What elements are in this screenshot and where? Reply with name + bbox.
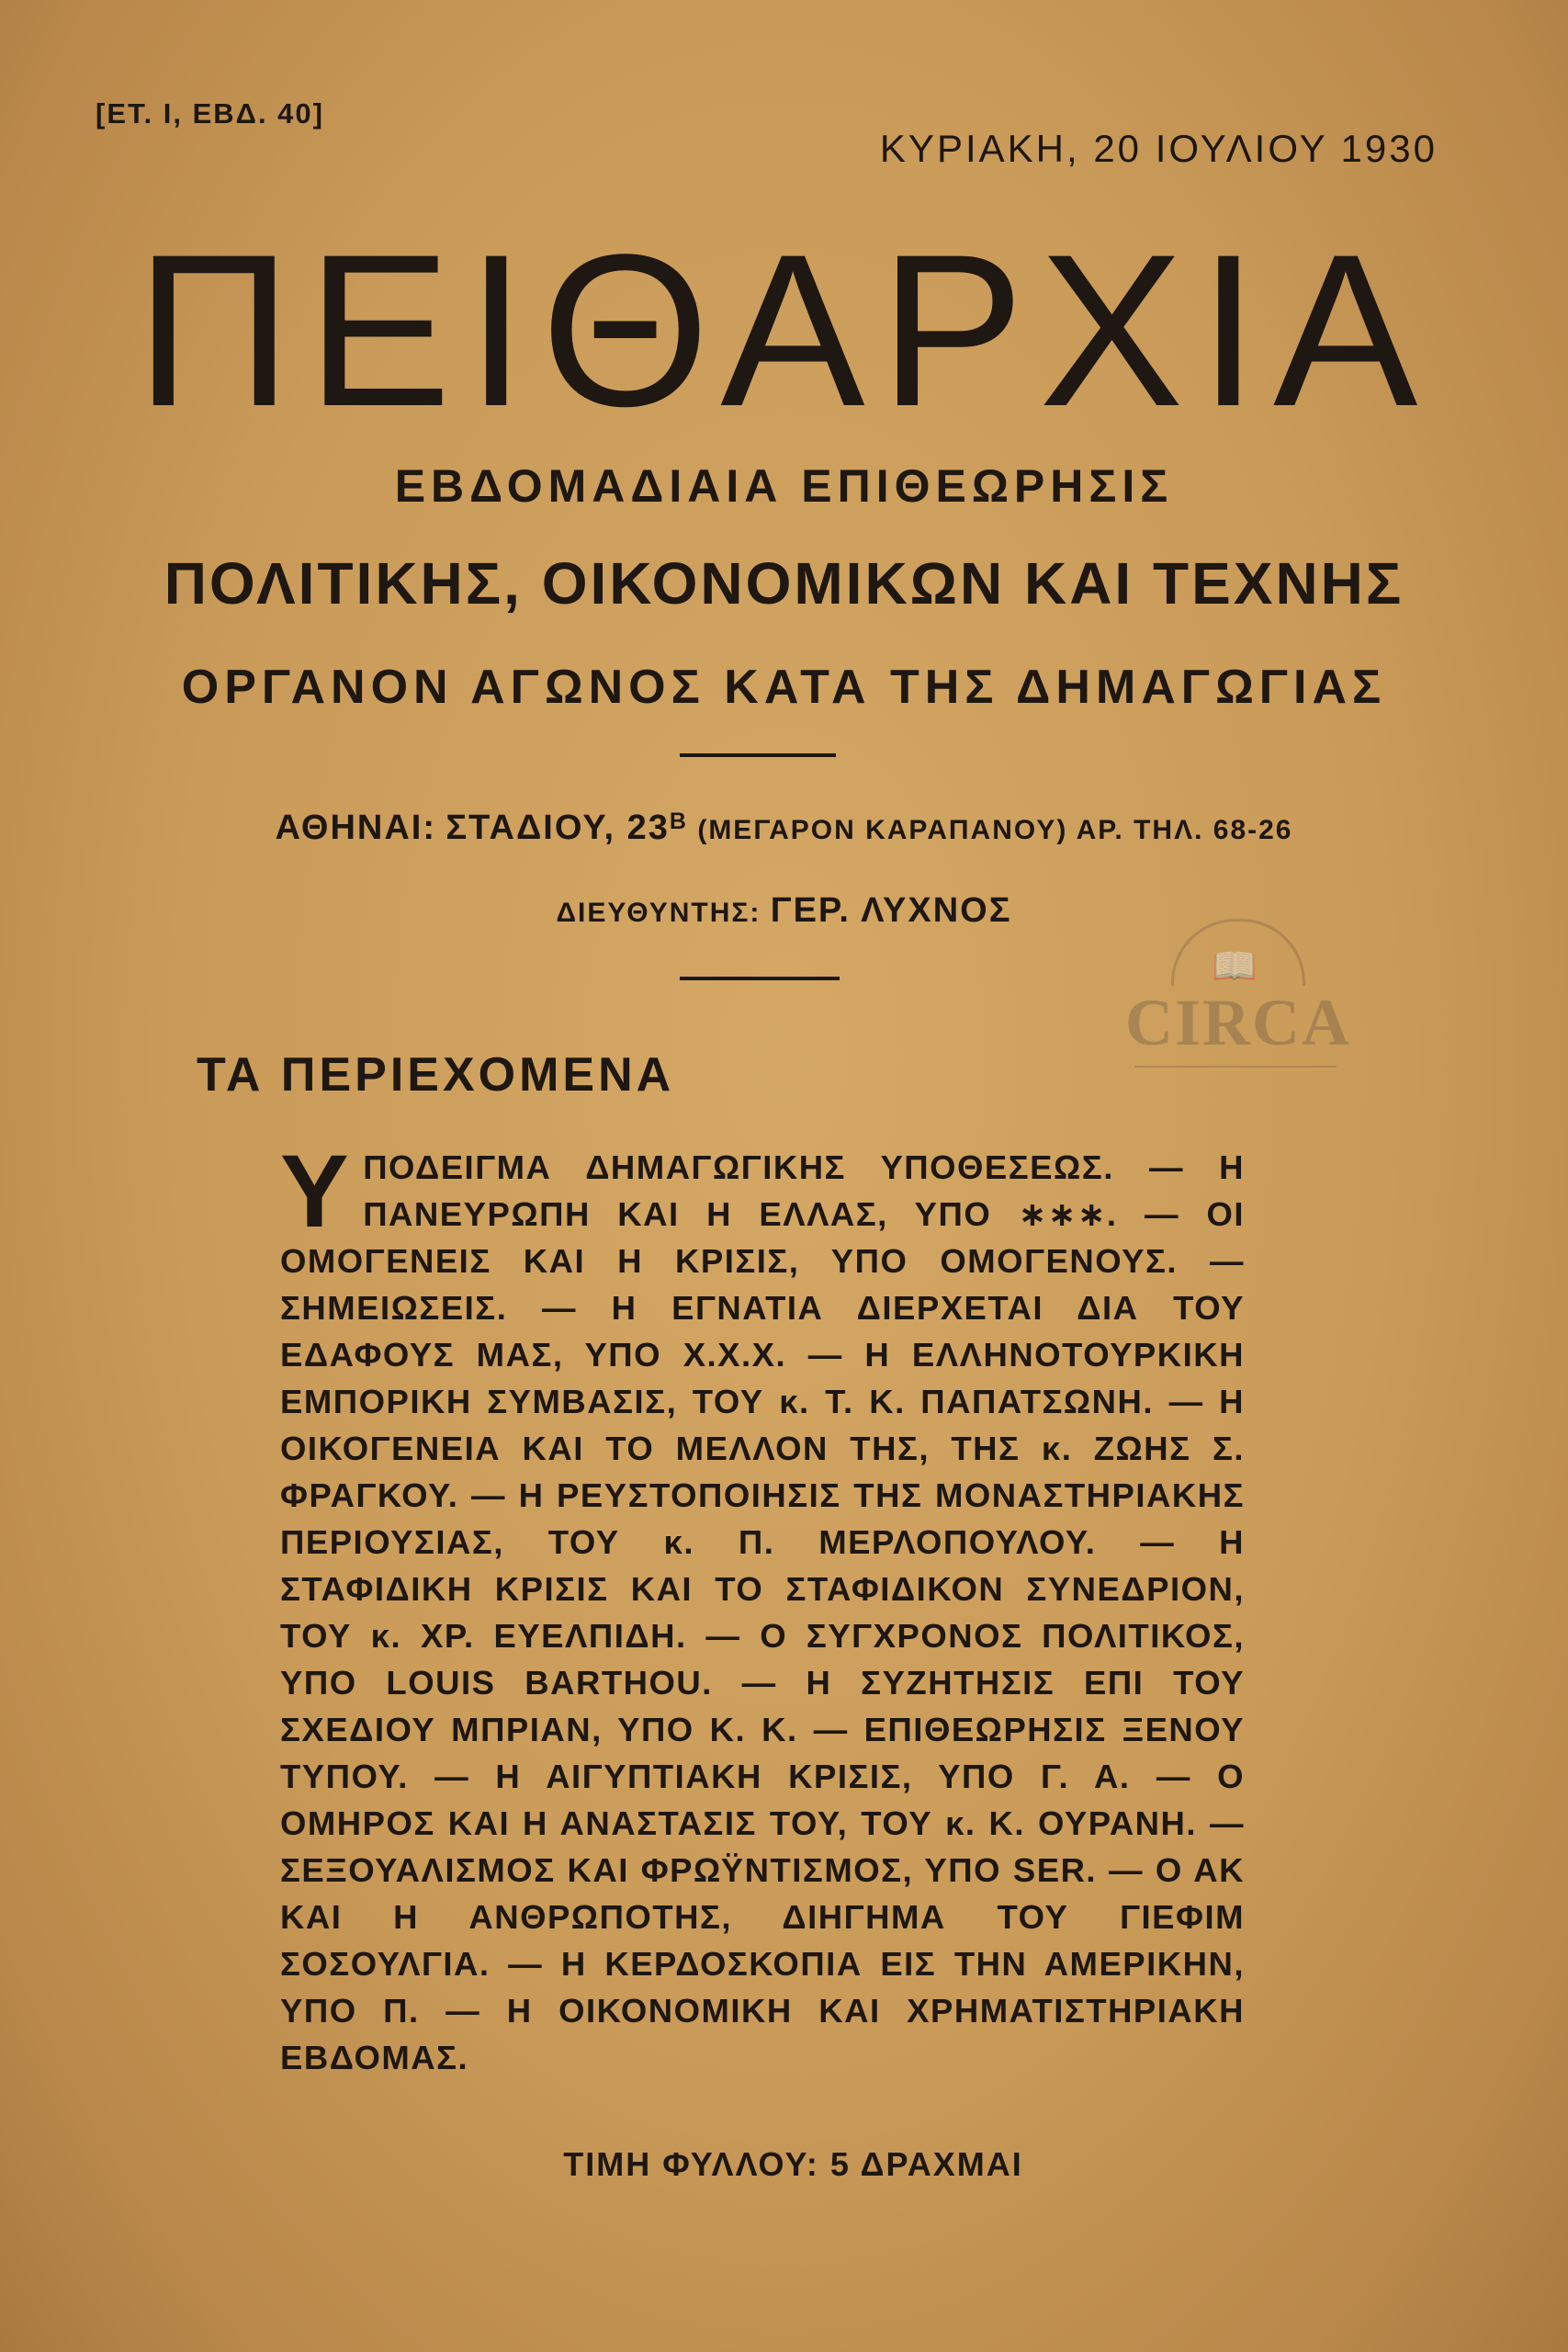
director-name: ΓΕΡ. ΛΥΧΝΟΣ [770, 891, 1012, 930]
contents-dropcap: Υ [280, 1134, 351, 1249]
address-details: (ΜΕΓΑΡΟΝ ΚΑΡΑΠΑΝΟΥ) ΑΡ. ΤΗΛ. 68-26 [697, 815, 1293, 845]
masthead-subtitle-organ: ΟΡΓΑΝΟΝ ΑΓΩΝΟΣ ΚΑΤΑ ΤΗΣ ΔΗΜΑΓΩΓΙΑΣ [181, 661, 1387, 714]
watermark-text: CIRCA [1125, 986, 1352, 1059]
issue-reference: [ΕΤ. Ι, ΕΒΔ. 40] [96, 97, 324, 130]
contents-body [280, 1134, 1245, 2081]
masthead-subtitle-weekly: ΕΒΔΟΜΑΔΙΑΙΑ ΕΠΙΘΕΩΡΗΣΙΣ [394, 460, 1174, 512]
open-book-icon: 📖 [1212, 946, 1258, 987]
director-label: ΔΙΕΥΘΥΝΤΗΣ: [556, 898, 761, 928]
contents-text: ΠΟΔΕΙΓΜΑ ΔΗΜΑΓΩΓΙΚΗΣ ΥΠΟΘΕΣΕΩΣ. — Η ΠΑΝΕΥΡΩΠΗ ΚΑΙ Η ΕΛΛΑΣ, ΥΠΟ ∗∗∗. — ΟΙ ΟΜΟΓΕΝΕΙΣ ΚΑΙ Η ΚΡΙΣΙΣ, ΥΠΟ ΟΜΟΓΕΝΟΥΣ. — ΣΗΜΕΙΩΣΕΙΣ. — Η ΕΓΝΑΤΙΑ ΔΙΕΡΧΕΤΑΙ ΔΙΑ ΤΟΥ ΕΔΑΦΟΥΣ ΜΑΣ, ΥΠΟ Χ.Χ.Χ. — Η ΕΛΛΗΝΟΤΟΥΡΚΙΚΗ ΕΜΠΟΡΙΚΗ ΣΥΜΒΑΣΙΣ, ΤΟΥ κ. Τ. Κ. ΠΑΠΑΤΣΩΝΗ. — Η ΟΙΚΟΓΕΝΕΙΑ ΚΑΙ ΤΟ ΜΕΛΛΟΝ ΤΗΣ, ΤΗΣ κ. ΖΩΗΣ Σ. ΦΡΑΓΚΟΥ. — Η ΡΕΥΣΤΟΠΟΙΗΣΙΣ ΤΗΣ ΜΟΝΑΣΤΗΡΙΑΚΗΣ ΠΕΡΙΟΥΣΙΑΣ, ΤΟΥ κ. Π. ΜΕΡΛΟΠΟΥΛΟΥ. — Η ΣΤΑΦΙΔΙΚΗ ΚΡΙΣΙΣ ΚΑΙ ΤΟ ΣΤΑΦΙΔΙΚΟΝ ΣΥΝΕΔΡΙΟΝ, ΤΟΥ κ. ΧΡ. ΕΥΕΛΠΙΔΗ. — Ο ΣΥΓΧΡΟΝΟΣ ΠΟΛΙΤΙΚΟΣ, ΥΠΟ LOUIS BARTHOU. — Η ΣΥΖΗΤΗΣΙΣ ΕΠΙ ΤΟΥ ΣΧΕΔΙΟΥ ΜΠΡΙΑΝ, ΥΠΟ Κ. Κ. — ΕΠΙΘΕΩΡΗΣΙΣ ΞΕΝΟΥ ΤΥΠΟΥ. — Η ΑΙΓΥΠΤΙΑΚΗ ΚΡΙΣΙΣ, ΥΠΟ Γ. Α. — Ο ΟΜΗΡΟΣ ΚΑΙ Η ΑΝΑΣΤΑΣΙΣ ΤΟΥ, ΤΟΥ κ. Κ. ΟΥΡΑΝΗ. — ΣΕΞΟΥΑΛΙΣΜΟΣ ΚΑΙ ΦΡΩΫΝΤΙΣΜΟΣ, ΥΠΟ SER. — Ο ΑΚ ΚΑΙ Η ΑΝΘΡΩΠΟΤΗΣ, ΔΙΗΓΗΜΑ ΤΟΥ ΓΙΕΦΙΜ ΣΟΣΟΥΛΓΙΑ. — Η ΚΕΡΔΟΣΚΟΠΙΑ ΕΙΣ ΤΗΝ ΑΜΕΡΙΚΗΝ, ΥΠΟ Π. — Η ΟΙΚΟΝΟΜΙΚΗ ΚΑΙ ΧΡΗΜΑΤΙΣΤΗΡΙΑΚΗ ΕΒΔΟΜΑΣ. [280, 1148, 1245, 2076]
address-superscript: Β [669, 808, 688, 834]
circa-watermark [1125, 919, 1352, 1084]
masthead-subtitle-topics: ΠΟΛΙΤΙΚΗΣ, ΟΙΚΟΝΟΜΙΚΩΝ ΚΑΙ ΤΕΧΝΗΣ [164, 550, 1404, 616]
watermark-line [1134, 1066, 1337, 1068]
issue-date: ΚΥΡΙΑΚΗ, 20 ΙΟΥΛΙΟΥ 1930 [879, 127, 1438, 170]
divider-rule [680, 753, 836, 757]
masthead-title: ΠΕΙΘΑΡΧΙΑ [135, 209, 1433, 452]
address-line [0, 808, 1568, 848]
price-line: ΤΙΜΗ ΦΥΛΛΟΥ: 5 ΔΡΑΧΜΑΙ [563, 2145, 1023, 2183]
address-street: ΣΤΑΔΙΟΥ, 23 [446, 808, 670, 847]
divider-rule [680, 977, 840, 980]
address-city: ΑΘΗΝΑΙ: [275, 808, 437, 847]
contents-title: ΤΑ ΠΕΡΙΕΧΟΜΕΝΑ [197, 1048, 675, 1102]
